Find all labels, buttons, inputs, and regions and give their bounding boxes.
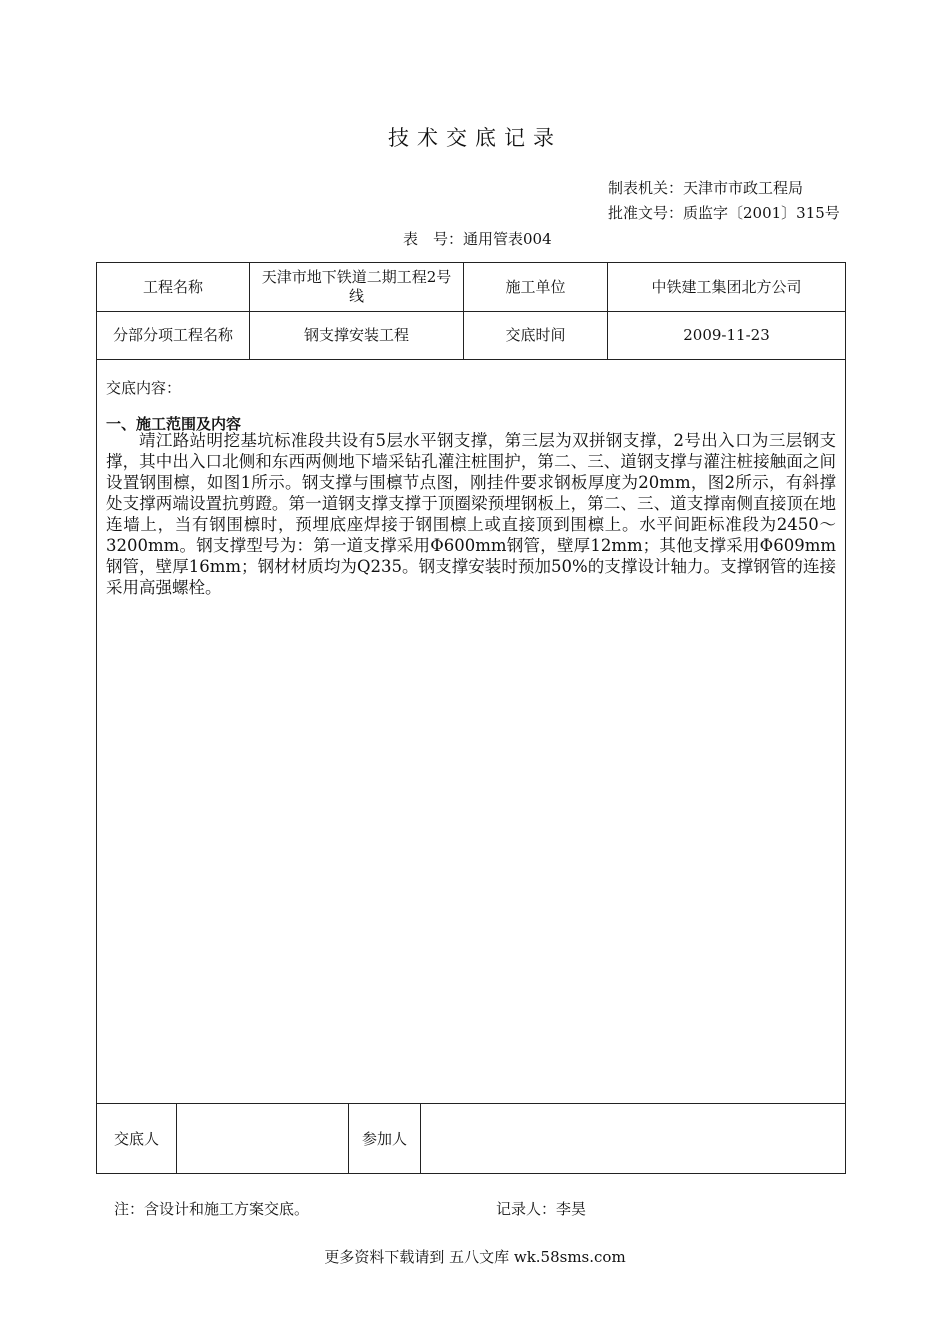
row-divider — [97, 359, 845, 360]
date-value: 2009-11-23 — [683, 326, 770, 344]
discloser-value — [177, 1104, 348, 1174]
participants-value — [421, 1104, 845, 1174]
subproject-value: 钢支撑安装工程 — [303, 326, 409, 344]
section-heading: 一、施工范围及内容 — [106, 415, 242, 433]
discloser-label: 交底人 — [113, 1129, 159, 1148]
contractor-label: 施工单位 — [505, 277, 566, 296]
approval-line: 批准文号：质监字〔2001〕315号 — [608, 204, 840, 222]
project-name-label: 工程名称 — [142, 277, 203, 296]
source-footer: 更多资料下载请到 五八文库 wk.58sms.com — [324, 1248, 626, 1266]
form-number-line: 表 号：通用管表004 — [403, 230, 552, 248]
footer-note: 注：含设计和施工方案交底。 — [114, 1200, 310, 1218]
section-body-text: 靖江路站明挖基坑标准段共设有5层水平钢支撑，第三层为双拼钢支撑，2号出入口为三层钢支撑，其中出入口北侧和东西两侧地下墙采钻孔灌注桩围护，第二、三、道钢支撑与灌注桩接触面之间设置钢围檩，如图1所示。钢支撑与围檩节点图，刚挂件要求钢板厚度为20mm，图2所示，有斜撑处支撑两端设置抗剪蹬。第一道钢支撑支撑于顶圈梁预埋钢板上，第二、三、道支撑南侧直接顶在地连墙上，当有钢围檩时，预埋底座焊接于钢围檩上或直接顶到围檩上。水平间距标准段为2450～3200mm。钢支撑型号为：第一道支撑采用Φ600mm钢管，壁厚12mm；其他支撑采用Φ609mm钢管，壁厚16mm；钢材材质均为Q235。钢支撑安装时预加50%的支撑设计轴力。支撑钢管的连接采用高强螺栓。 — [106, 431, 836, 597]
subproject-label: 分部分项工程名称 — [112, 326, 233, 344]
issuer-line: 制表机关：天津市市政工程局 — [608, 179, 804, 197]
disclosure-table — [96, 262, 846, 1174]
document-title: 技术交底记录 — [388, 126, 562, 150]
participants-label: 参加人 — [361, 1129, 407, 1148]
contractor-value: 中铁建工集团北方公司 — [651, 277, 802, 296]
recorder-line: 记录人：李昊 — [496, 1200, 587, 1218]
project-name-value: 天津市地下铁道二期工程2号线 — [261, 268, 452, 305]
date-label: 交底时间 — [505, 326, 566, 344]
content-label: 交底内容： — [106, 379, 182, 397]
